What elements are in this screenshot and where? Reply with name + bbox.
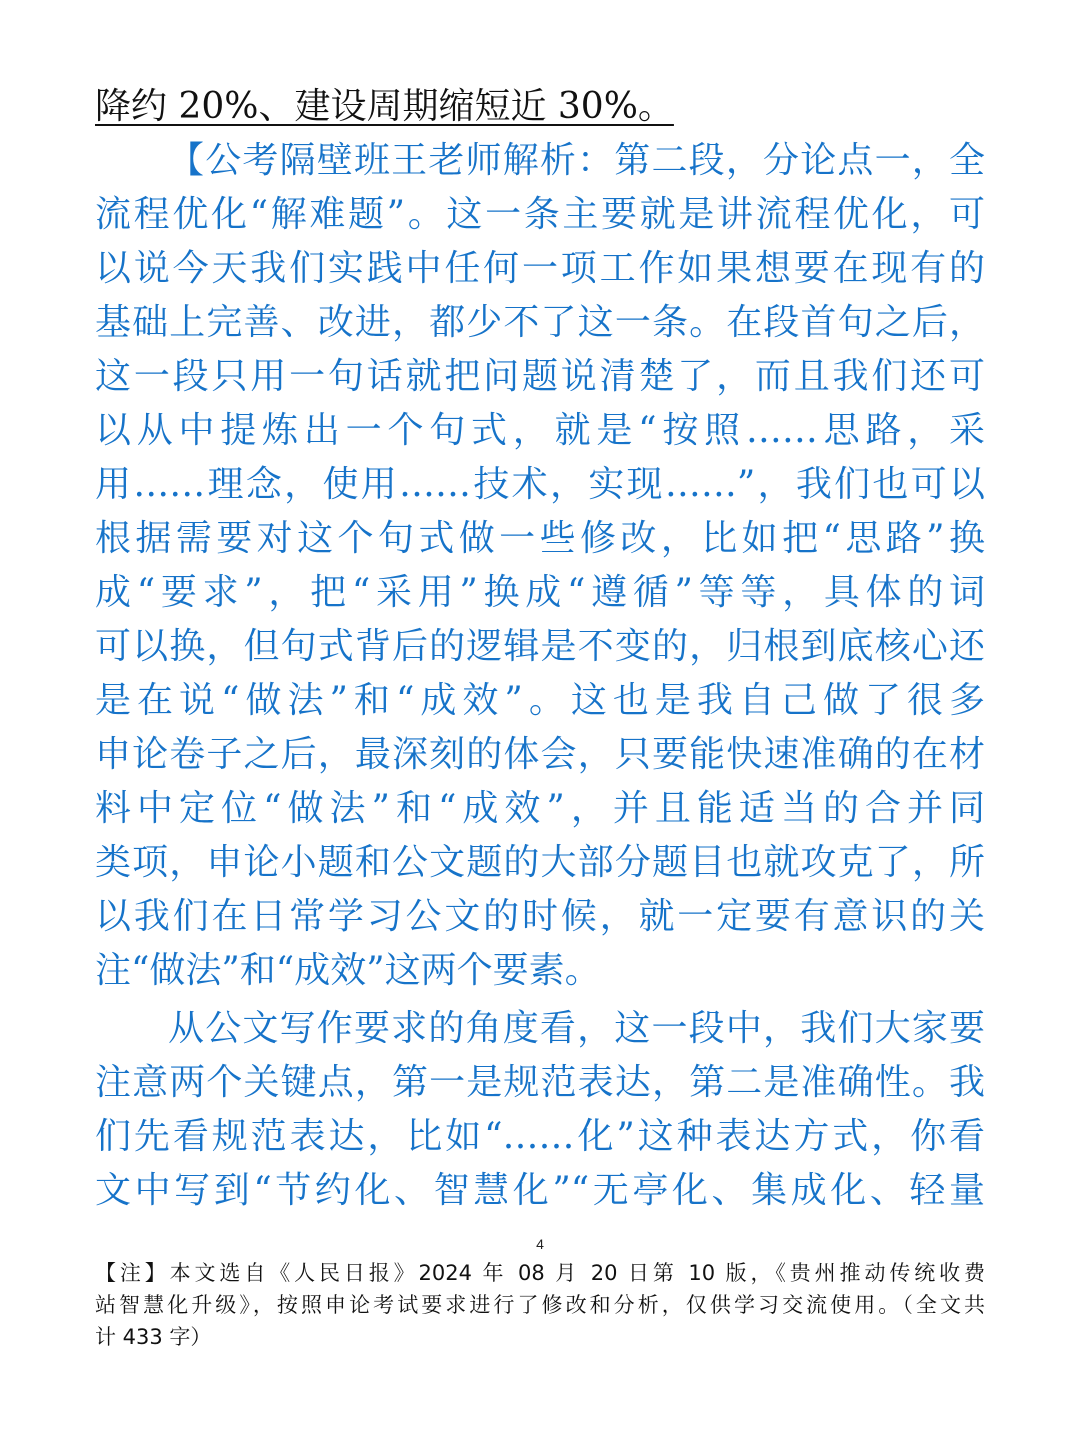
analysis-line: 以我们在日常学习公文的时候，就一定要有意识的关 — [95, 896, 985, 937]
analysis-line: 以从中提炼出一个句式，就是“按照……思路，采 — [95, 410, 985, 451]
page-number: 4 — [536, 1236, 544, 1252]
analysis-line: 成“要求”，把“采用”换成“遵循”等等，具体的词 — [95, 572, 985, 613]
analysis-line: 可以换，但句式背后的逻辑是不变的，归根到底核心还 — [95, 626, 985, 667]
requirement-line: 从公文写作要求的角度看，这一段中，我们大家要 — [168, 1008, 985, 1049]
underlined-sentence: 降约 20%、建设周期缩短近 30%。 — [95, 86, 674, 127]
analysis-line: 基础上完善、改进，都少不了这一条。在段首句之后， — [95, 302, 985, 343]
footnote-line: 站智慧化升级》，按照申论考试要求进行了修改和分析，仅供学习交流使用。（全文共 — [95, 1293, 985, 1317]
analysis-line: 用……理念，使用……技术，实现……”，我们也可以 — [95, 464, 985, 505]
requirement-line: 文中写到“节约化、智慧化”“无亭化、集成化、轻量 — [95, 1170, 985, 1211]
analysis-line: 以说今天我们实践中任何一项工作如果想要在现有的 — [95, 248, 985, 289]
footnote-line: 计 433 字） — [95, 1325, 212, 1349]
analysis-line: 申论卷子之后，最深刻的体会，只要能快速准确的在材 — [95, 734, 985, 775]
requirement-line: 注意两个关键点，第一是规范表达，第二是准确性。我 — [95, 1062, 985, 1103]
footnote-line: 【注】本文选自《人民日报》2024 年 08 月 20 日第 10 版，《贵州推动传统收费 — [95, 1261, 985, 1285]
requirement-line: 们先看规范表达，比如“……化”这种表达方式，你看 — [95, 1116, 985, 1157]
analysis-line: 料中定位“做法”和“成效”，并且能适当的合并同 — [95, 788, 985, 829]
analysis-line: 这一段只用一句话就把问题说清楚了，而且我们还可 — [95, 356, 985, 397]
analysis-line: 流程优化“解难题”。这一条主要就是讲流程优化，可 — [95, 194, 985, 235]
body-text-line — [95, 80, 985, 134]
analysis-line: 是在说“做法”和“成效”。这也是我自己做了很多 — [95, 680, 985, 721]
analysis-line: 根据需要对这个句式做一些修改，比如把“思路”换 — [95, 518, 985, 559]
analysis-line: 【公考隔壁班王老师解析：第二段，分论点一，全 — [168, 140, 985, 181]
analysis-line: 注“做法”和“成效”这两个要素。 — [95, 950, 601, 991]
analysis-line: 类项，申论小题和公文题的大部分题目也就攻克了，所 — [95, 842, 985, 883]
